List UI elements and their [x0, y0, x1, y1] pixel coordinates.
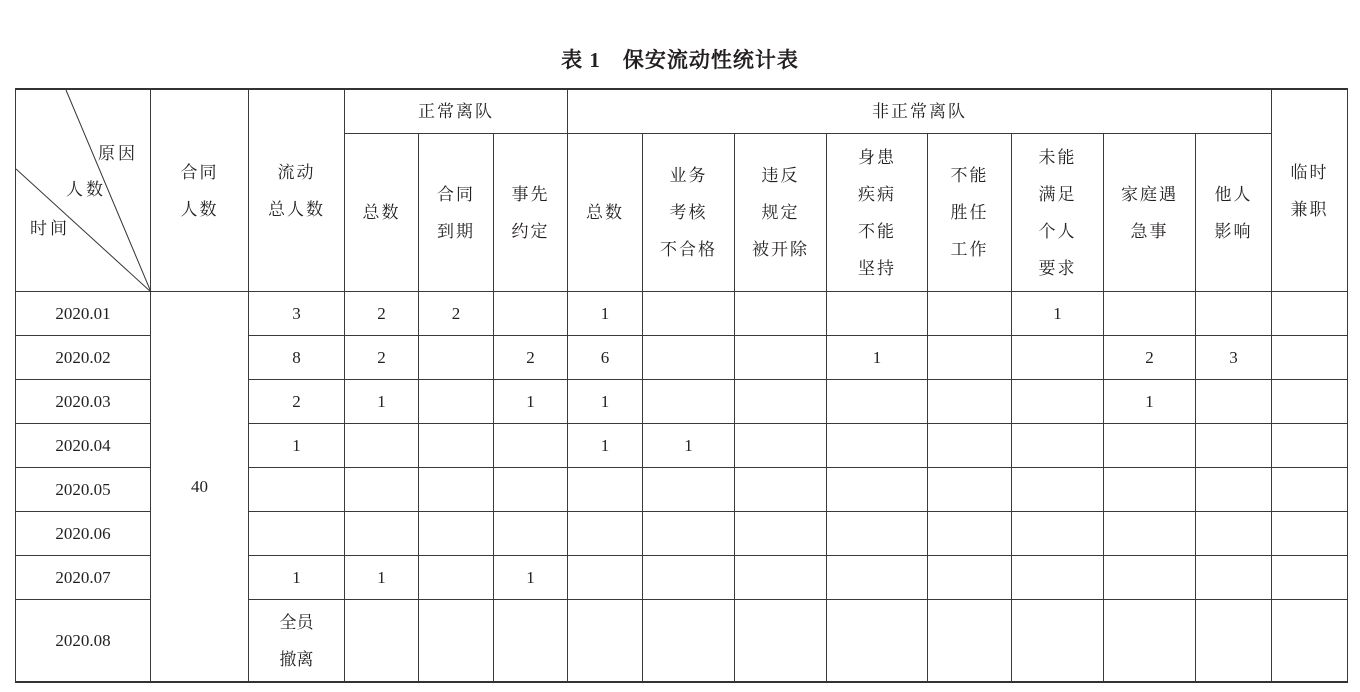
- table-cell: [643, 556, 735, 600]
- table-cell: [419, 512, 494, 556]
- table-cell: 1: [494, 380, 568, 424]
- table-cell: 2: [345, 336, 419, 380]
- table-cell: [1272, 512, 1348, 556]
- table-cell: [928, 600, 1012, 683]
- abnormal-subheader: [827, 134, 928, 292]
- table-cell: [1272, 600, 1348, 683]
- table-cell: [1196, 380, 1272, 424]
- table-cell: [1104, 556, 1196, 600]
- header-line: 合同: [180, 162, 219, 182]
- table-cell: 8: [249, 336, 345, 380]
- header-line: 业务: [669, 166, 708, 185]
- table-cell: [827, 468, 928, 512]
- header-line: 到期: [437, 221, 475, 241]
- table-title: [0, 44, 1360, 74]
- header-line: 不能: [858, 221, 897, 241]
- header-line: 他人: [1214, 184, 1253, 204]
- corner-header: [16, 89, 151, 292]
- table-cell: [1104, 424, 1196, 468]
- row-date: 2020.04: [16, 424, 151, 468]
- normal-subheader: [345, 134, 419, 292]
- table-cell: [1196, 512, 1272, 556]
- header-line: 影响: [1214, 221, 1253, 241]
- header-line: 个人: [1038, 221, 1077, 241]
- table-cell: [249, 512, 345, 556]
- table-cell: 1: [345, 556, 419, 600]
- table-cell: [419, 336, 494, 380]
- table-cell: [494, 424, 568, 468]
- table-cell: [1196, 468, 1272, 512]
- table-cell: [249, 468, 345, 512]
- contract-header: [151, 89, 249, 292]
- table-cell: [928, 468, 1012, 512]
- table-cell: 1: [568, 424, 643, 468]
- table-title-text: 保安流动性统计表: [622, 48, 799, 72]
- header-line: 胜任: [950, 203, 989, 222]
- table-cell: [494, 512, 568, 556]
- table-cell: [643, 512, 735, 556]
- table-cell: [1104, 468, 1196, 512]
- table-cell: [827, 380, 928, 424]
- normal-subheader: [419, 134, 494, 292]
- header-line: 工作: [950, 240, 989, 259]
- table-cell: 1: [1012, 292, 1104, 336]
- header-line: 不能: [950, 166, 989, 185]
- table-cell: [494, 292, 568, 336]
- table-cell: 6: [568, 336, 643, 380]
- table-cell: [1104, 512, 1196, 556]
- table-cell: [1272, 424, 1348, 468]
- table-cell: [1272, 336, 1348, 380]
- table-cell: [1196, 292, 1272, 336]
- table-cell: [568, 512, 643, 556]
- table-cell: [735, 424, 827, 468]
- abnormal-subheader: [735, 134, 827, 292]
- table-cell: [419, 380, 494, 424]
- table-cell: [1012, 336, 1104, 380]
- header-line: 违反: [761, 166, 800, 185]
- table-row: [16, 292, 1348, 336]
- abnormal-subheader: [568, 134, 643, 292]
- table-cell: [345, 468, 419, 512]
- header-line: 家庭遇: [1121, 184, 1179, 204]
- header-line: 疾病: [858, 184, 897, 204]
- table-cell: [827, 512, 928, 556]
- table-cell: [928, 424, 1012, 468]
- table-cell: [345, 600, 419, 683]
- table-cell: [1272, 468, 1348, 512]
- header-line: 约定: [511, 221, 550, 241]
- table-number: 表 1: [561, 48, 601, 72]
- header-line: 考核: [669, 203, 708, 222]
- table-cell: [568, 600, 643, 683]
- table-cell: [827, 600, 928, 683]
- table-cell: [419, 424, 494, 468]
- table-cell: 1: [643, 424, 735, 468]
- table-cell: [1196, 600, 1272, 683]
- abnormal-group-header: 非正常离队: [568, 89, 1272, 134]
- table-cell: 2: [419, 292, 494, 336]
- abnormal-subheader: [1012, 134, 1104, 292]
- table-cell: [419, 468, 494, 512]
- table-cell: 1: [827, 336, 928, 380]
- table-cell: [735, 600, 827, 683]
- table-cell: [643, 380, 735, 424]
- table-cell: [568, 468, 643, 512]
- table-cell: [928, 336, 1012, 380]
- table-cell: [494, 468, 568, 512]
- header-line: 总数: [362, 203, 401, 222]
- security-mobility-table: [15, 88, 1348, 683]
- table-cell: [928, 380, 1012, 424]
- row-date: 2020.02: [16, 336, 151, 380]
- table-cell: [643, 292, 735, 336]
- header-line: 总数: [586, 203, 625, 222]
- normal-subheader: [494, 134, 568, 292]
- row-date: 2020.06: [16, 512, 151, 556]
- abnormal-subheader: [1104, 134, 1196, 292]
- table-cell: 2: [1104, 336, 1196, 380]
- table-cell: [735, 556, 827, 600]
- table-cell: 2: [249, 380, 345, 424]
- table-cell: [827, 424, 928, 468]
- table-cell: [1272, 556, 1348, 600]
- table-cell: 2: [494, 336, 568, 380]
- table-cell: [643, 600, 735, 683]
- header-line: 临时: [1290, 162, 1329, 182]
- table-cell: [827, 556, 928, 600]
- table-cell: [419, 600, 494, 683]
- table-cell: [419, 556, 494, 600]
- table-cell: 1: [249, 556, 345, 600]
- table-cell: [1012, 468, 1104, 512]
- table-cell: [735, 292, 827, 336]
- table-cell: 1: [494, 556, 568, 600]
- table-cell: [928, 292, 1012, 336]
- table-cell: [1012, 556, 1104, 600]
- header-line: 未能: [1038, 147, 1077, 167]
- header-line: 被开除: [752, 240, 810, 259]
- abnormal-subheader: [1196, 134, 1272, 292]
- header-line: 兼职: [1290, 199, 1329, 219]
- table-cell: [1012, 600, 1104, 683]
- row-date: 2020.07: [16, 556, 151, 600]
- header-line: 身患: [858, 147, 897, 167]
- header-line: 总人数: [268, 199, 325, 219]
- table-cell: [345, 512, 419, 556]
- table-cell: [1012, 380, 1104, 424]
- corner-time: 时间: [30, 219, 70, 238]
- table-cell: [1196, 424, 1272, 468]
- abnormal-subheader: [928, 134, 1012, 292]
- header-line: 急事: [1130, 221, 1169, 241]
- table-cell: [928, 512, 1012, 556]
- table-cell: 3: [1196, 336, 1272, 380]
- header-line: 人数: [180, 199, 219, 219]
- table-cell: [1196, 556, 1272, 600]
- header-line: 不合格: [660, 240, 718, 259]
- row-date: 2020.01: [16, 292, 151, 336]
- table-cell: [1104, 292, 1196, 336]
- table-cell: [1012, 512, 1104, 556]
- abnormal-subheader: [643, 134, 735, 292]
- normal-group-header: 正常离队: [345, 89, 568, 134]
- header-line: 规定: [761, 203, 800, 222]
- row-date: 2020.08: [16, 600, 151, 683]
- table-cell: [735, 380, 827, 424]
- table-cell: [735, 468, 827, 512]
- header-line: 要求: [1038, 258, 1077, 278]
- table-cell: [568, 556, 643, 600]
- table-cell: 2: [345, 292, 419, 336]
- table-cell: 1: [1104, 380, 1196, 424]
- table-cell: [1012, 424, 1104, 468]
- table-cell: [345, 424, 419, 468]
- corner-reason: 原因: [98, 144, 138, 163]
- table-cell: [1104, 600, 1196, 683]
- corner-count: 人数: [66, 180, 106, 199]
- table-cell: 1: [249, 424, 345, 468]
- table-cell: 1: [345, 380, 419, 424]
- table-cell: [735, 336, 827, 380]
- temp-header: [1272, 89, 1348, 292]
- table-cell: 1: [568, 380, 643, 424]
- header-line: 满足: [1038, 184, 1077, 204]
- table-cell: [928, 556, 1012, 600]
- table-cell: [643, 336, 735, 380]
- table-cell: [643, 468, 735, 512]
- header-line: 坚持: [858, 258, 897, 278]
- row-date: 2020.05: [16, 468, 151, 512]
- table-cell: [1272, 380, 1348, 424]
- table-cell: [827, 292, 928, 336]
- table-cell: [1272, 292, 1348, 336]
- table-cell: 3: [249, 292, 345, 336]
- header-line: 事先: [511, 184, 550, 204]
- contract-total: 40: [151, 292, 249, 683]
- flow-total-header: [249, 89, 345, 292]
- table-cell: [494, 600, 568, 683]
- header-line: 合同: [437, 184, 475, 204]
- table-cell: 1: [568, 292, 643, 336]
- header-line: 流动: [277, 162, 316, 182]
- table-cell: [735, 512, 827, 556]
- table-cell: 全员 撤离: [249, 600, 345, 683]
- row-date: 2020.03: [16, 380, 151, 424]
